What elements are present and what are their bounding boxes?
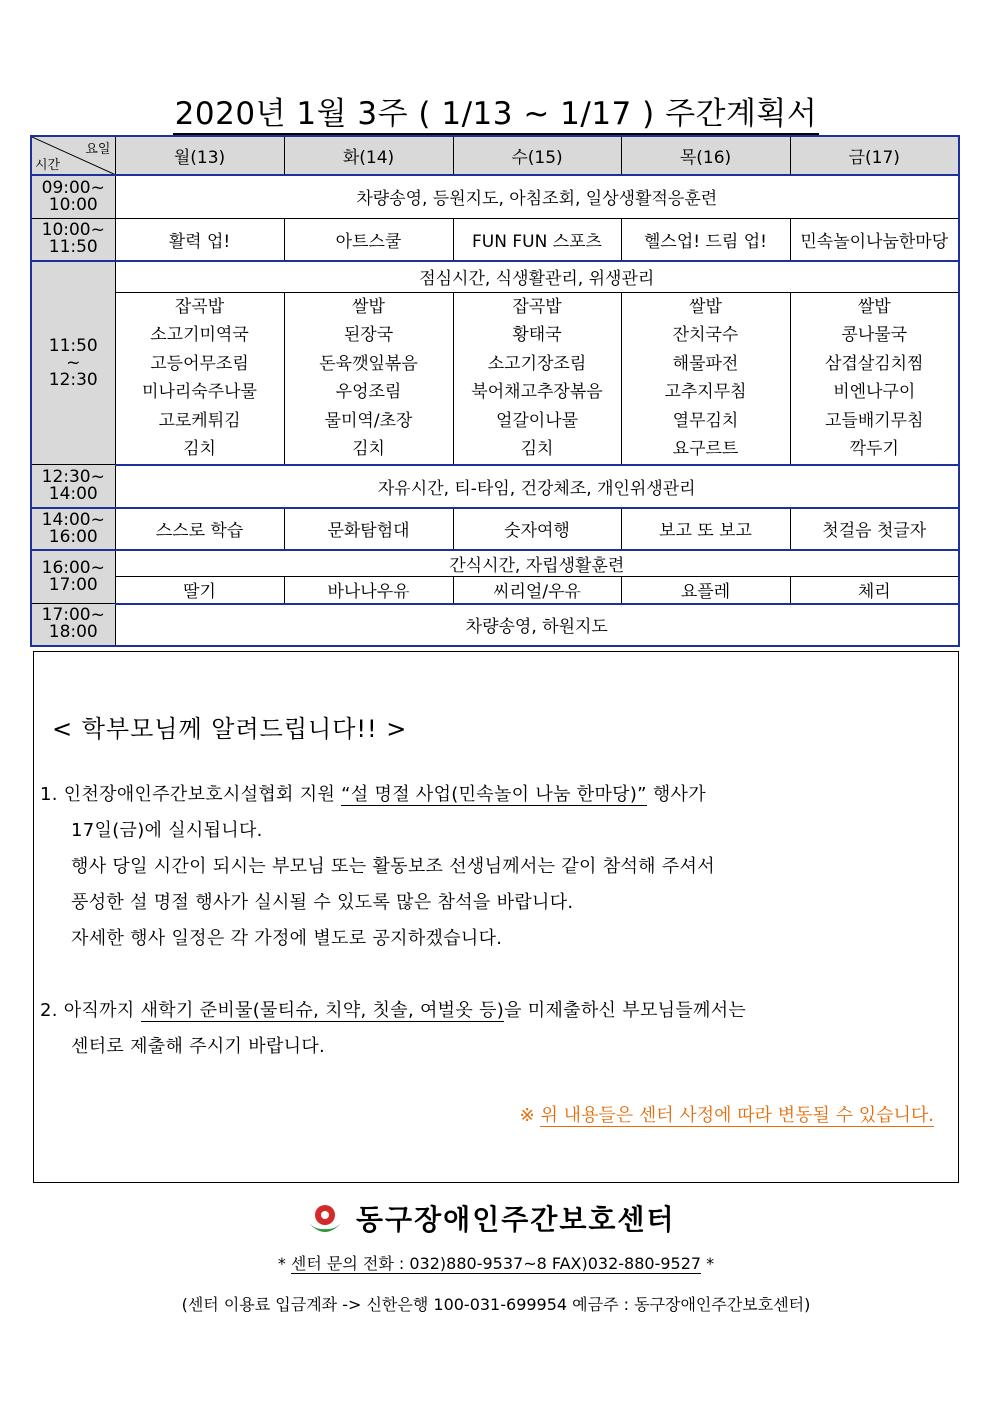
- menu-item: 쌀밥: [352, 296, 385, 317]
- time-start: 17:00~: [41, 605, 105, 626]
- contact-mark: *: [277, 1254, 291, 1273]
- program-tue: 문화탐험대: [284, 508, 453, 550]
- menu-thu: [621, 292, 790, 465]
- activity-cell: 점심시간, 식생활관리, 위생관리: [115, 261, 959, 292]
- snack-fri: 체리: [790, 577, 959, 604]
- menu-item: 잡곡밥: [174, 296, 225, 317]
- schedule-row-1000: [31, 218, 959, 261]
- menu-item: 깍두기: [849, 439, 899, 459]
- menu-item: 열무김치: [672, 410, 739, 431]
- time-start: 09:00~: [41, 177, 105, 198]
- program-wed: FUN FUN 스포츠: [453, 218, 621, 261]
- menu-item: 북어채고추장볶음: [471, 382, 603, 402]
- time-start: 14:00~: [41, 509, 105, 530]
- program-thu: 보고 또 보고: [621, 508, 790, 550]
- lunch-menu-row: [31, 292, 959, 465]
- time-sep: ~: [66, 352, 81, 373]
- time-end: 12:30: [48, 369, 98, 390]
- schedule-row-1700: [31, 604, 959, 646]
- corner-day-label: 요일: [85, 142, 111, 157]
- time-start: 16:00~: [41, 557, 105, 578]
- center-name: 동구장애인주간보호센터: [356, 1203, 676, 1236]
- menu-item: 물미역/초장: [324, 410, 413, 431]
- center-logo-icon: [305, 1200, 345, 1238]
- disclaimer-text: 위 내용들은 센터 사정에 따라 변동될 수 있습니다.: [540, 1105, 934, 1126]
- notice-text: 2. 아직까지: [40, 1000, 141, 1021]
- contact-mark: *: [701, 1254, 715, 1273]
- program-thu: 헬스업! 드림 업!: [621, 218, 790, 261]
- menu-item: 비엔나구이: [833, 382, 916, 402]
- day-header-fri: 금(17): [790, 136, 959, 175]
- account-info: (센터 이용료 입금계좌 -> 신한은행 100-031-699954 예금주 : 동구장애인주간보호센터): [181, 1295, 811, 1314]
- time-end: 18:00: [48, 622, 98, 643]
- menu-item: 고추지무침: [664, 382, 747, 402]
- menu-item: 된장국: [343, 325, 394, 345]
- activity-cell: 차량송영, 하원지도: [115, 604, 959, 646]
- menu-item: 미나리숙주나물: [142, 382, 257, 402]
- menu-item: 고들배기무침: [824, 410, 924, 431]
- notice-item-1-line-1: [40, 780, 706, 806]
- menu-item: 콩나물국: [841, 325, 908, 345]
- menu-item: 소고기미역국: [150, 325, 249, 345]
- menu-item: 김치: [183, 439, 216, 459]
- time-cell: [31, 465, 115, 508]
- menu-mon: [115, 292, 284, 465]
- menu-item: 고등어무조림: [150, 353, 249, 374]
- time-end: 17:00: [48, 574, 98, 595]
- schedule-row-1150: [31, 261, 959, 292]
- menu-item: 우엉조림: [335, 382, 402, 402]
- menu-item: 삼겹살김치찜: [824, 353, 924, 374]
- day-header-thu: 목(16): [621, 136, 790, 175]
- notice-text: 행사가: [646, 784, 706, 805]
- contact-text: 센터 문의 전화 : 032)880-9537~8 FAX)032-880-9527: [290, 1254, 702, 1273]
- snack-row: [31, 577, 959, 604]
- program-fri: 첫걸음 첫글자: [790, 508, 959, 550]
- day-header-tue: 화(14): [284, 136, 453, 175]
- menu-item: 얼갈이나물: [495, 410, 579, 431]
- program-wed: 숫자여행: [453, 508, 621, 550]
- activity-cell: 차량송영, 등원지도, 아침조회, 일상생활적응훈련: [115, 175, 959, 218]
- disclaimer: [520, 1101, 934, 1127]
- program-tue: 아트스쿨: [284, 218, 453, 261]
- snack-thu: 요플레: [621, 577, 790, 604]
- time-end: 10:00: [48, 194, 98, 215]
- weekly-schedule-table: [30, 135, 960, 647]
- time-end: 14:00: [48, 483, 98, 504]
- menu-tue: [284, 292, 453, 465]
- menu-fri: [790, 292, 959, 465]
- supplies-list: 새학기 준비물(물티슈, 치약, 칫솔, 여벌옷 등): [140, 1000, 505, 1021]
- menu-item: 잡곡밥: [512, 296, 562, 317]
- corner-cell: [31, 136, 115, 175]
- notice-item-1-line-4: 풍성한 설 명절 행사가 실시될 수 있도록 많은 참석을 바랍니다.: [71, 892, 574, 913]
- header-row: [31, 136, 959, 175]
- schedule-row-0900: [31, 175, 959, 218]
- notice-item-1-line-3: 행사 당일 시간이 되시는 부모님 또는 활동보조 선생님께서는 같이 참석해 주셔서: [71, 856, 715, 877]
- menu-item: 소고기장조림: [487, 353, 587, 374]
- menu-item: 해물파전: [672, 353, 739, 374]
- activity-cell: 자유시간, 티-타임, 건강체조, 개인위생관리: [115, 465, 959, 508]
- menu-item: 고로케튀김: [158, 410, 241, 431]
- menu-item: 잔치국수: [672, 325, 739, 345]
- program-mon: 활력 업!: [115, 218, 284, 261]
- time-cell: [31, 508, 115, 550]
- notice-text: 1. 인천장애인주간보호시설협회 지원: [40, 784, 342, 805]
- time-cell: [31, 604, 115, 646]
- event-name: “설 명절 사업(민속놀이 나눔 한마당)”: [341, 784, 647, 805]
- menu-item: 김치: [520, 439, 554, 459]
- notice-title: < 학부모님께 알려드립니다!! >: [52, 715, 408, 743]
- snack-wed: 씨리얼/우유: [453, 577, 621, 604]
- day-header-wed: 수(15): [453, 136, 621, 175]
- note-mark: ※: [519, 1105, 541, 1126]
- time-cell: [31, 218, 115, 261]
- program-mon: 스스로 학습: [115, 508, 284, 550]
- menu-item: 요구르트: [672, 439, 739, 459]
- contact-info: [0, 1251, 992, 1274]
- activity-cell: 간식시간, 자립생활훈련: [115, 550, 959, 577]
- time-cell: [31, 261, 115, 465]
- snack-tue: 바나나우유: [284, 577, 453, 604]
- schedule-row-1230: [31, 465, 959, 508]
- time-cell: [31, 175, 115, 218]
- time-end: 16:00: [48, 526, 98, 547]
- time-start: 11:50: [48, 335, 98, 356]
- page-title: 2020년 1월 3주 ( 1/13 ~ 1/17 ) 주간계획서: [0, 88, 992, 133]
- day-header-mon: 월(13): [115, 136, 284, 175]
- menu-item: 쌀밥: [689, 296, 722, 317]
- time-start: 10:00~: [41, 220, 105, 241]
- menu-item: 황태국: [512, 325, 562, 345]
- notice-item-2-line-1: [40, 996, 746, 1022]
- schedule-row-1400: [31, 508, 959, 550]
- menu-wed: [453, 292, 621, 465]
- menu-item: 김치: [352, 439, 385, 459]
- schedule-row-1600: [31, 550, 959, 577]
- snack-mon: 딸기: [115, 577, 284, 604]
- time-cell: [31, 550, 115, 604]
- notice-text: 을 미제출하신 부모님들께서는: [504, 1000, 747, 1021]
- menu-item: 쌀밥: [857, 296, 891, 317]
- menu-item: 돈육깻잎볶음: [319, 353, 418, 374]
- notice-item-1-line-5: 자세한 행사 일정은 각 가정에 별도로 공지하겠습니다.: [71, 928, 503, 949]
- notice-item-1-line-2: 17일(금)에 실시됩니다.: [71, 820, 263, 841]
- time-end: 11:50: [48, 237, 98, 258]
- program-fri: 민속놀이나눔한마당: [790, 218, 959, 261]
- notice-item-2-line-2: 센터로 제출해 주시기 바랍니다.: [71, 1036, 326, 1057]
- time-start: 12:30~: [41, 466, 105, 487]
- corner-time-label: 시간: [35, 158, 61, 173]
